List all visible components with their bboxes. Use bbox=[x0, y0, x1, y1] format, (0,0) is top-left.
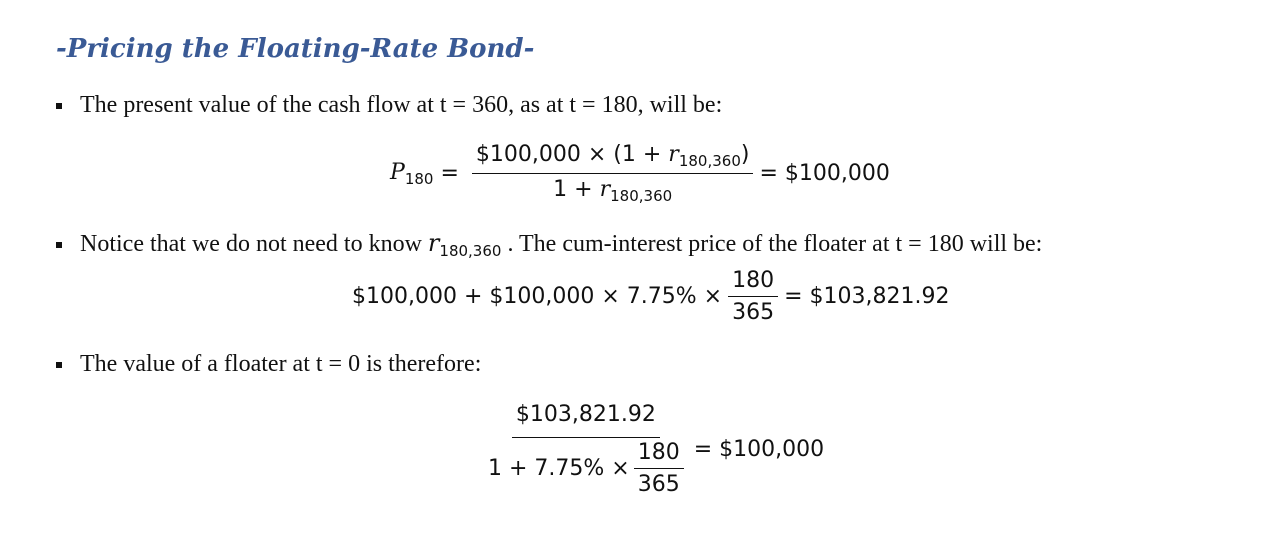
equation-present-value bbox=[390, 142, 890, 205]
eq1-denominator: $1 + r_{180,360}$ bbox=[553, 177, 673, 205]
eq2-frac-num: 180 bbox=[728, 268, 778, 297]
eq2-frac-den: 365 bbox=[732, 300, 775, 325]
eq3-rhs: = $100,000 bbox=[693, 437, 825, 462]
eq1-rhs: = $100,000 bbox=[759, 161, 890, 186]
eq3-numerator: $103,821.92 bbox=[512, 402, 660, 438]
slide-title: -Pricing the Floating-Rate Bond- bbox=[56, 34, 535, 64]
eq1-fraction bbox=[472, 142, 754, 205]
eq3-fraction bbox=[484, 402, 688, 497]
bullet-item-3 bbox=[56, 351, 481, 378]
bullet-marker bbox=[56, 242, 62, 248]
bullet-text: The value of a floater at t = 0 is therefore: bbox=[80, 351, 482, 377]
equation-floater-value bbox=[478, 402, 824, 497]
eq3-denominator: 1 + 7.75% × $\frac{180}{365}$ bbox=[484, 438, 688, 497]
bullet-item-1 bbox=[56, 92, 722, 119]
bullet-marker bbox=[56, 103, 62, 109]
inline-rate-symbol: $r_{180,360}$ bbox=[427, 229, 502, 260]
bullet-text: The present value of the cash flow at t = 360, as at t = 180, will be: bbox=[80, 92, 723, 118]
eq3-inner-fraction: $\frac{180}{365}$ bbox=[634, 440, 684, 497]
bullet-text-before: Notice that we do not need to know bbox=[80, 231, 422, 257]
eq1-equals: = bbox=[440, 161, 459, 186]
equation-cum-interest-price bbox=[352, 268, 950, 325]
eq2-fraction bbox=[728, 268, 778, 325]
eq2-rhs: = $103,821.92 bbox=[784, 284, 950, 309]
eq1-lhs: $P_{180}$ bbox=[390, 159, 434, 188]
eq1-numerator: $100,000 × $(1 + r_{180,360})$ bbox=[472, 142, 754, 174]
bullet-marker bbox=[56, 362, 62, 368]
bullet-item-2 bbox=[56, 229, 1042, 260]
eq2-left: $100,000 + $100,000 × 7.75% × bbox=[352, 284, 723, 309]
bullet-text-after: . The cum-interest price of the floater at t = 180 will be: bbox=[507, 231, 1043, 257]
